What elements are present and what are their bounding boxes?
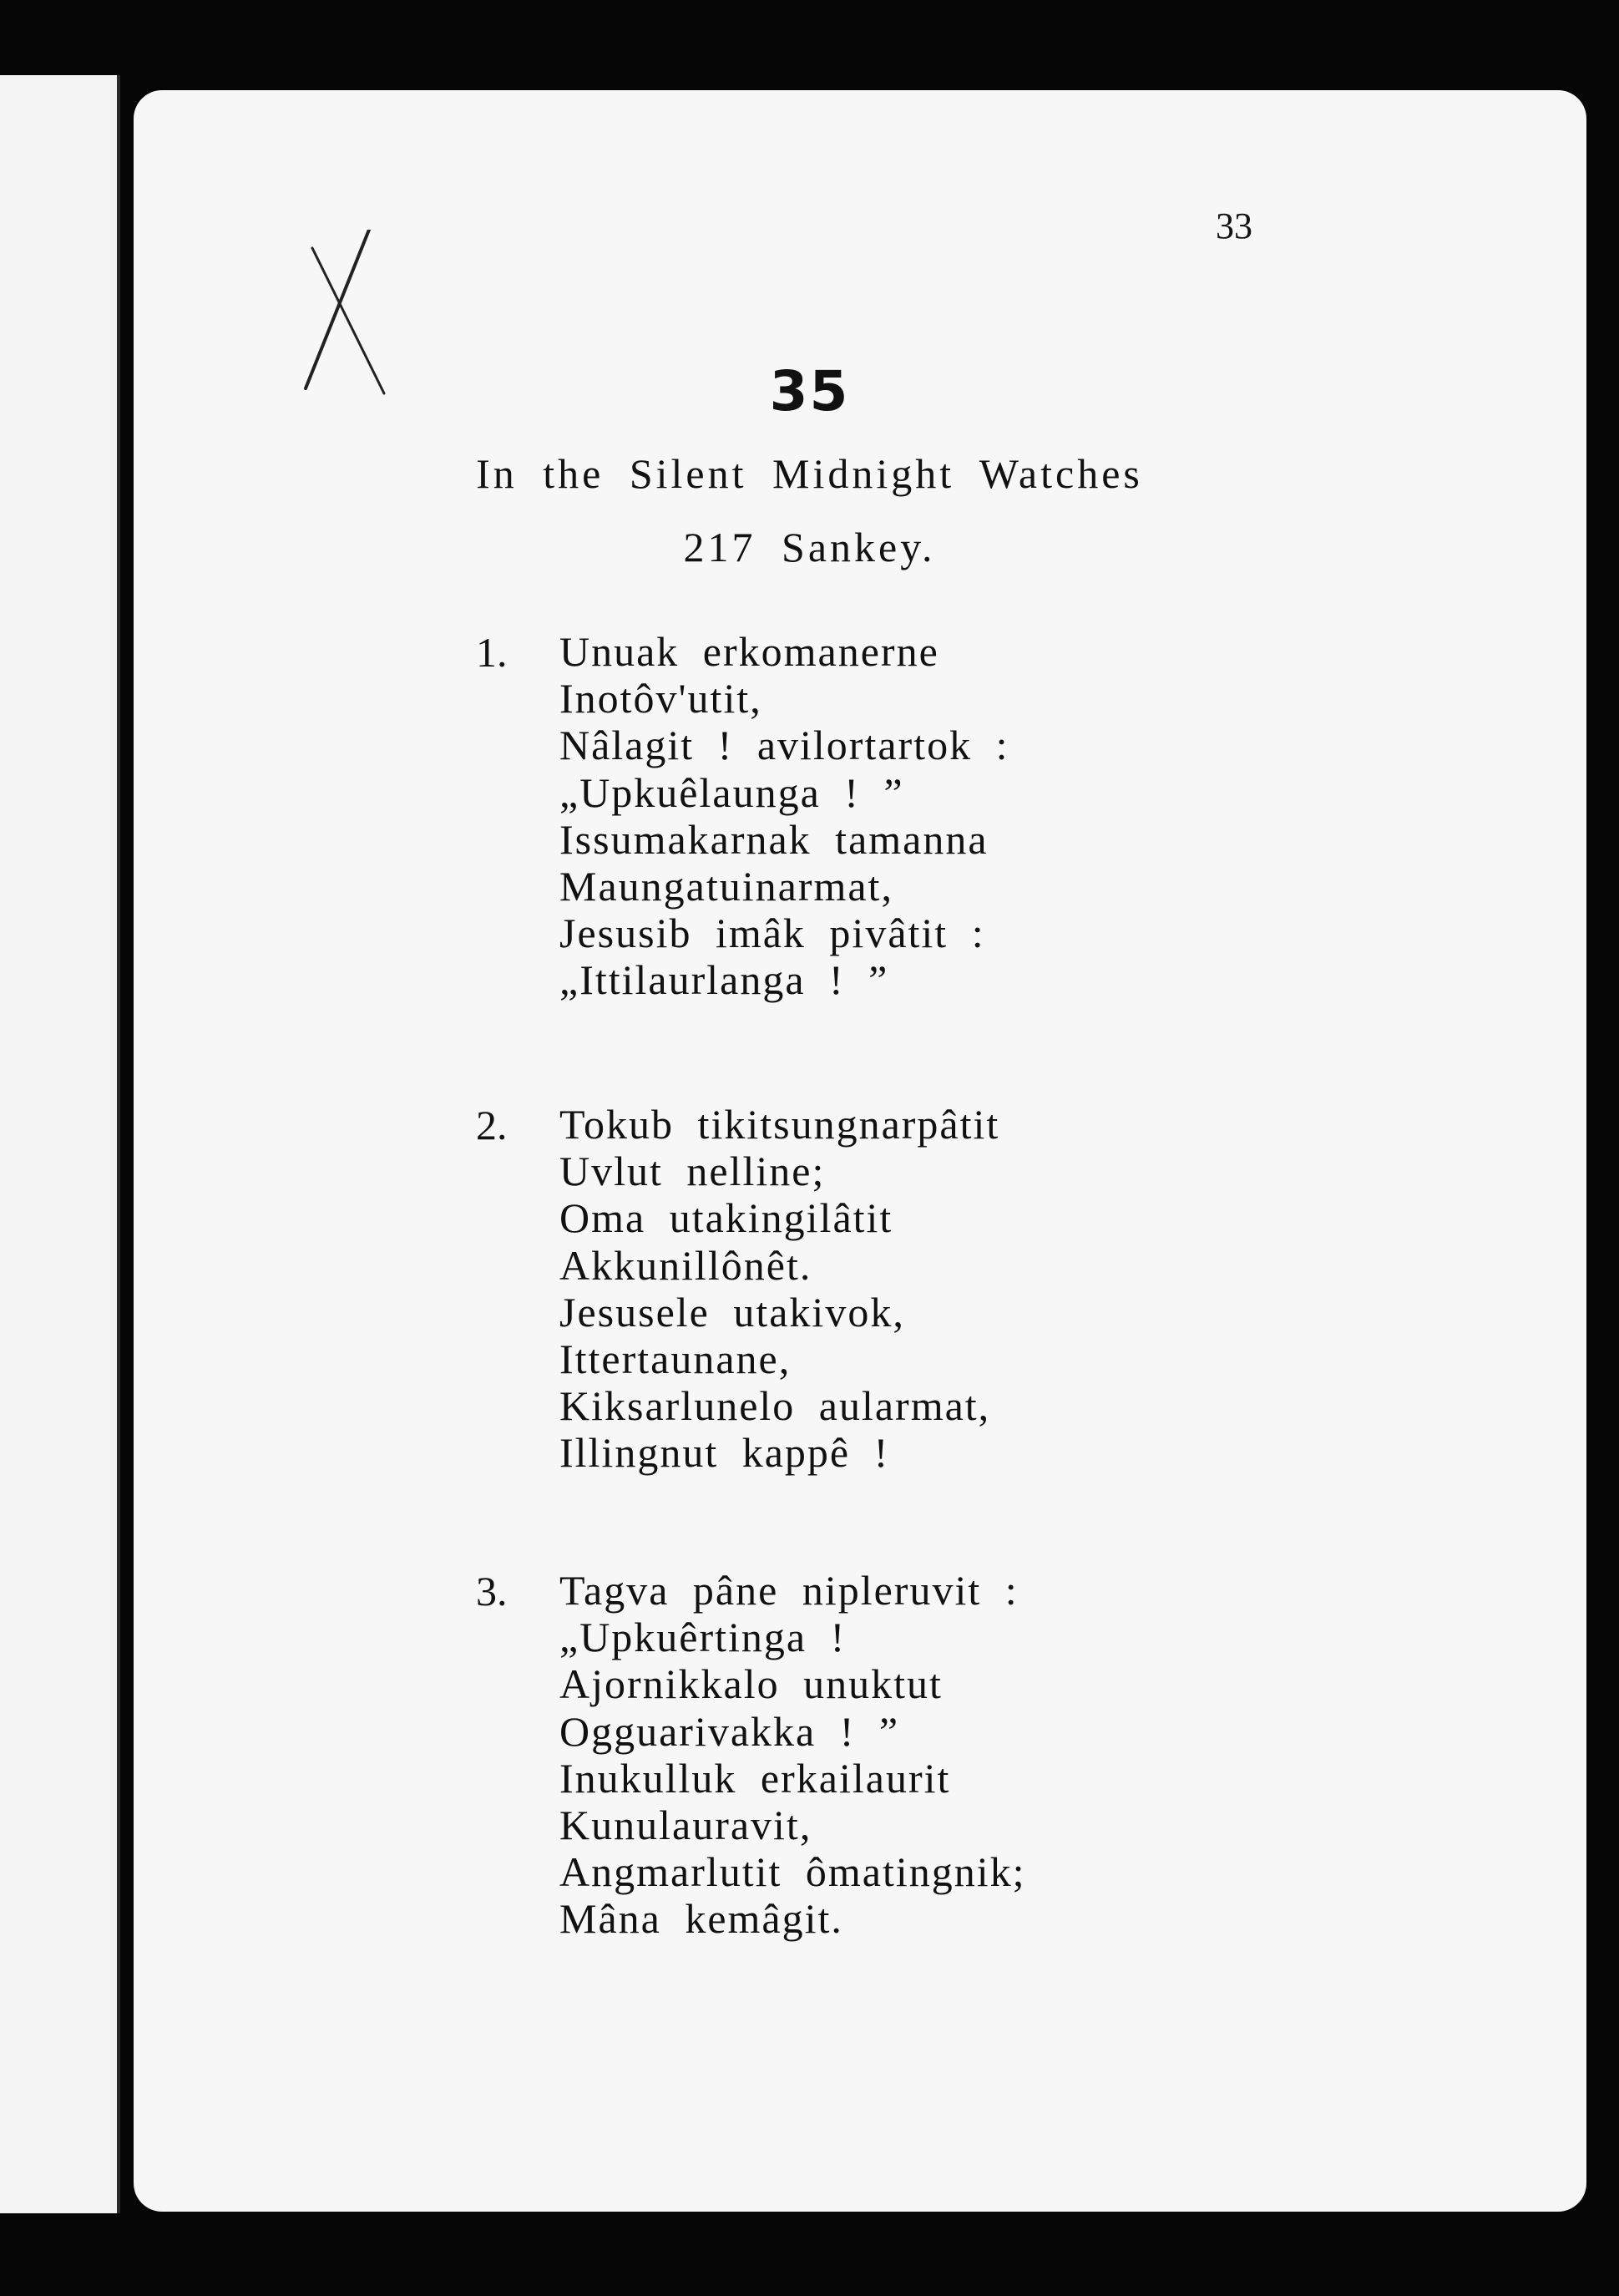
- verse-3: [476, 1567, 1394, 1943]
- verse-line: Maungatuinarmat,: [559, 862, 893, 910]
- verse-line: Ajornikkalo unuktut: [559, 1660, 943, 1708]
- verse-line: „Upkuêrtinga !: [559, 1614, 847, 1661]
- verse-line: Unuak erkomanerne: [559, 628, 939, 675]
- verse-number: 3.: [476, 1568, 508, 1614]
- hymn-tune-reference: 217 Sankey.: [683, 524, 936, 570]
- verse-line: Ittertaunane,: [559, 1335, 792, 1382]
- verse-line: Tagva pâne nipleruvit :: [559, 1567, 1019, 1614]
- verse-line: Uvlut nelline;: [559, 1148, 826, 1195]
- verse-line: Akkunillônêt.: [559, 1241, 812, 1289]
- verse-number: 1.: [476, 629, 508, 676]
- verse-line: Inotôv'utit,: [559, 675, 762, 722]
- verse-line: Ogguarivakka ! ”: [559, 1707, 900, 1755]
- verse-2: [476, 1101, 1394, 1477]
- verse-line: Issumakarnak tamanna: [559, 815, 989, 863]
- verse-line: „Upkuêlaunga ! ”: [559, 768, 904, 816]
- verse-line: Inukulluk erkailaurit: [559, 1754, 951, 1802]
- verse-line: Jesusib imâk pivâtit :: [559, 910, 985, 957]
- hymn-number: 35: [769, 359, 850, 423]
- verse-number: 2.: [476, 1102, 508, 1148]
- verse-line: Jesusele utakivok,: [559, 1288, 905, 1336]
- verse-line: Nâlagit ! avilortartok :: [559, 722, 1009, 769]
- verse-line: Tokub tikitsungnarpâtit: [559, 1101, 1000, 1148]
- verse-line: Kiksarlunelo aularmat,: [559, 1382, 991, 1430]
- verse-1: [476, 628, 1394, 1004]
- verse-line: „Ittilaurlanga ! ”: [559, 956, 889, 1004]
- verse-line: Oma utakingilâtit: [559, 1194, 893, 1242]
- page-number: 33: [1216, 205, 1252, 246]
- verse-line: Kunulauravit,: [559, 1801, 812, 1848]
- verse-line: Angmarlutit ômatingnik;: [559, 1848, 1026, 1896]
- verse-line: Mâna kemâgit.: [559, 1895, 843, 1943]
- hymn-title: In the Silent Midnight Watches: [476, 450, 1143, 497]
- verse-line: Illingnut kappê !: [559, 1429, 890, 1477]
